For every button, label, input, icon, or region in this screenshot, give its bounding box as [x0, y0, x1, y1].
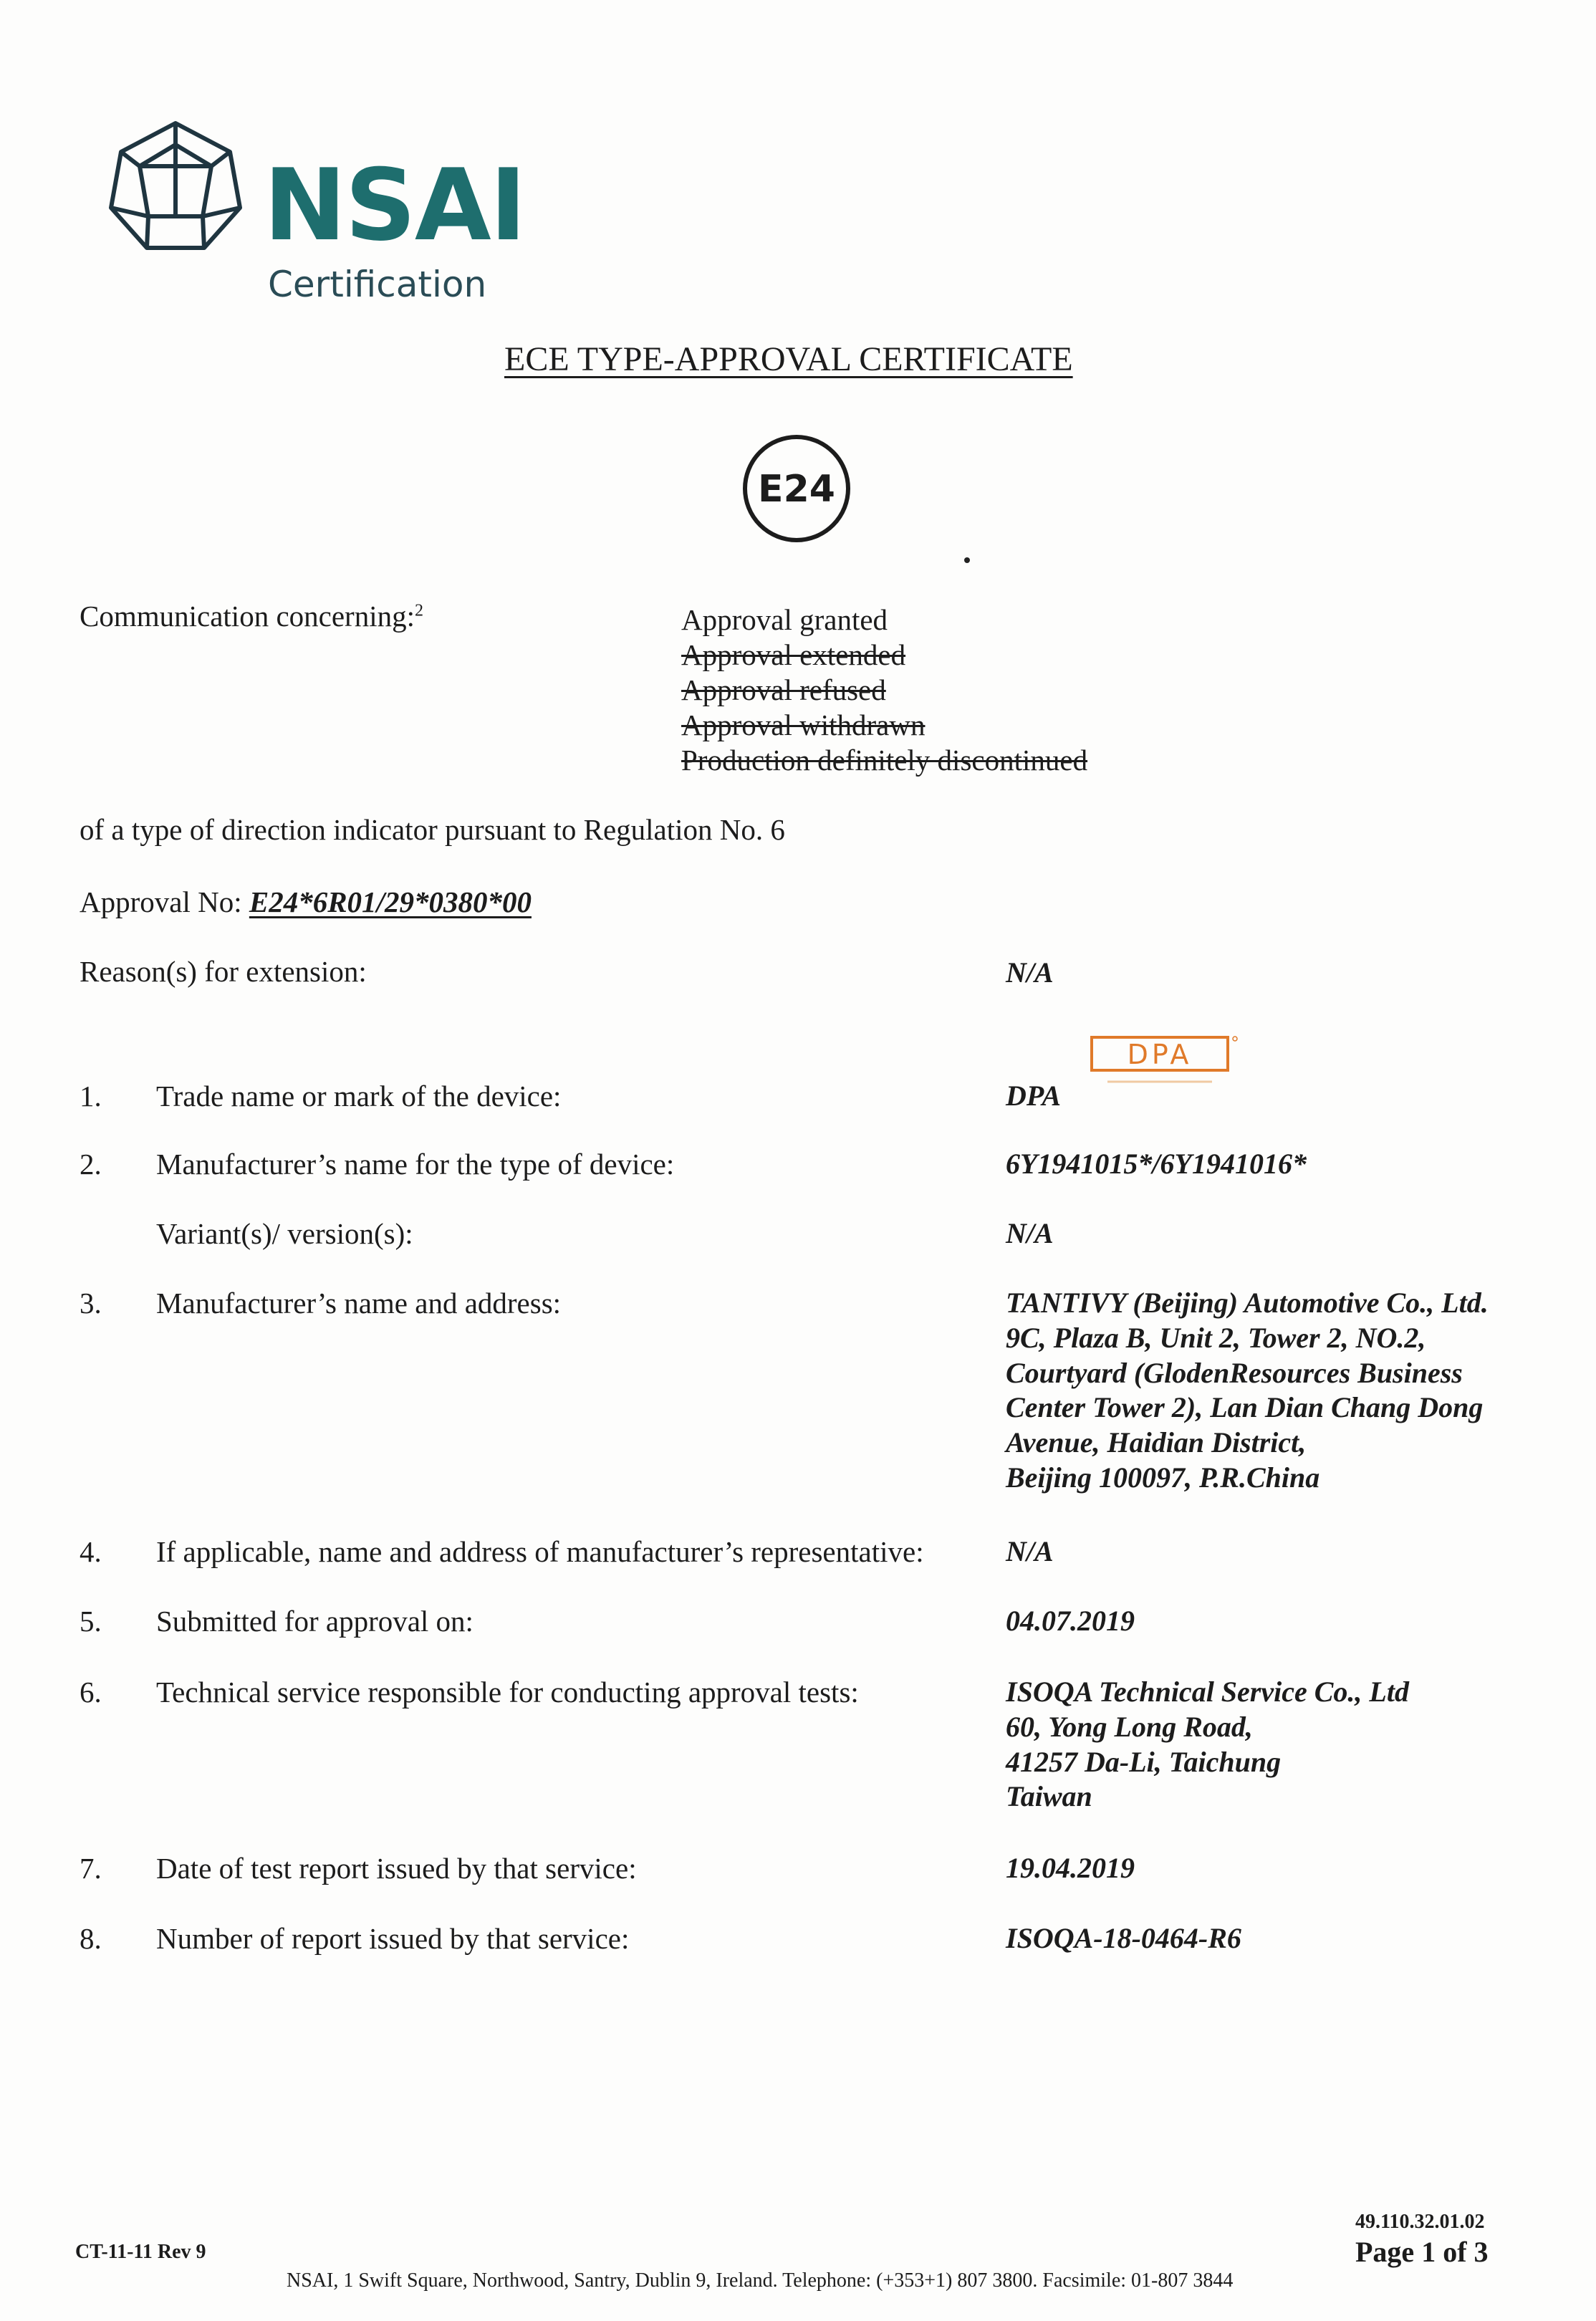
approval-number-value: E24*6R01/29*0380*00	[249, 885, 532, 918]
address-line: TANTIVY (Beijing) Automotive Co., Ltd.	[1006, 1287, 1489, 1319]
communication-label	[80, 600, 423, 633]
item-value-variants: N/A	[1006, 1217, 1054, 1249]
document-code: 49.110.32.01.02	[1355, 2211, 1485, 2233]
item-value-manufacturer-address	[1006, 1286, 1489, 1496]
option-approval-granted: Approval granted	[681, 603, 888, 636]
item-label-test-report-date: Date of test report issued by that service:	[156, 1852, 637, 1885]
item-number: 2.	[80, 1148, 102, 1181]
item-number: 6.	[80, 1676, 102, 1709]
communication-label-text: Communication concerning:	[80, 600, 415, 633]
item-label-variants: Variant(s)/ version(s):	[156, 1217, 413, 1250]
item-number: 7.	[80, 1852, 102, 1885]
item-number: 8.	[80, 1922, 102, 1955]
extension-value: N/A	[1006, 956, 1054, 989]
item-value-device-type: 6Y1941015*/6Y1941016*	[1006, 1148, 1307, 1180]
item-value-test-report-date: 19.04.2019	[1006, 1852, 1135, 1884]
item-value-technical-service	[1006, 1675, 1409, 1815]
address-line: Center Tower 2), Lan Dian Chang Dong	[1006, 1391, 1484, 1424]
footnote-marker: 2	[414, 601, 423, 620]
nsai-logo-wordmark: NSAI	[264, 148, 526, 263]
footer-address: NSAI, 1 Swift Square, Northwood, Santry, Dublin 9, Ireland. Telephone: (+353+1) 807 3800. Facsimile: 01-807 3844	[287, 2269, 1234, 2292]
address-line: 9C, Plaza B, Unit 2, Tower 2, NO.2,	[1006, 1321, 1426, 1354]
address-line: Avenue, Haidian District,	[1006, 1426, 1307, 1459]
item-number: 1.	[80, 1080, 102, 1113]
nsai-logo-subtitle: Certification	[268, 264, 487, 305]
item-label-manufacturer-address: Manufacturer’s name and address:	[156, 1287, 562, 1320]
item-label-report-number: Number of report issued by that service:	[156, 1922, 630, 1955]
item-label-technical-service: Technical service responsible for conducting approval tests:	[156, 1676, 859, 1709]
approval-number-label: Approval No:	[80, 885, 242, 918]
communication-options	[681, 604, 1087, 779]
option-approval-extended: Approval extended	[681, 638, 906, 671]
address-line: Beijing 100097, P.R.China	[1006, 1461, 1320, 1494]
service-address-line: 60, Yong Long Road,	[1006, 1710, 1253, 1743]
item-number: 5.	[80, 1605, 102, 1638]
e-mark-icon	[741, 433, 852, 544]
form-code: CT-11-11 Rev 9	[75, 2241, 206, 2263]
item-value-submitted-date: 04.07.2019	[1006, 1605, 1135, 1637]
dpa-logo-text: DPA	[1127, 1039, 1193, 1070]
item-label-submitted-date: Submitted for approval on:	[156, 1605, 473, 1638]
service-address-line: ISOQA Technical Service Co., Ltd	[1006, 1676, 1409, 1708]
item-number: 3.	[80, 1287, 102, 1320]
stray-dot	[964, 557, 970, 563]
item-value-trade-name: DPA	[1006, 1080, 1062, 1112]
service-address-line: 41257 Da-Li, Taichung	[1006, 1745, 1282, 1778]
option-approval-withdrawn: Approval withdrawn	[681, 708, 926, 741]
pursuant-text: of a type of direction indicator pursuant to Regulation No. 6	[80, 813, 785, 846]
approval-number-row	[80, 884, 532, 920]
nsai-logo-icon	[104, 115, 247, 258]
certificate-title: ECE TYPE-APPROVAL CERTIFICATE	[504, 340, 1073, 378]
e-mark-text: E24	[758, 468, 835, 511]
option-production-discontinued: Production definitely discontinued	[681, 744, 1088, 777]
dpa-brand-logo	[1086, 1033, 1241, 1090]
option-approval-refused: Approval refused	[681, 673, 886, 706]
service-address-line: Taiwan	[1006, 1780, 1092, 1813]
item-label-device-type: Manufacturer’s name for the type of device:	[156, 1148, 675, 1181]
item-label-representative: If applicable, name and address of manufacturer’s representative:	[156, 1535, 924, 1568]
item-value-report-number: ISOQA-18-0464-R6	[1006, 1922, 1241, 1954]
page-number: Page 1 of 3	[1355, 2236, 1489, 2268]
address-line: Courtyard (GlodenResources Business	[1006, 1356, 1463, 1389]
item-number: 4.	[80, 1535, 102, 1568]
extension-label: Reason(s) for extension:	[80, 955, 367, 988]
item-label-trade-name: Trade name or mark of the device:	[156, 1080, 562, 1113]
item-value-representative: N/A	[1006, 1535, 1054, 1567]
